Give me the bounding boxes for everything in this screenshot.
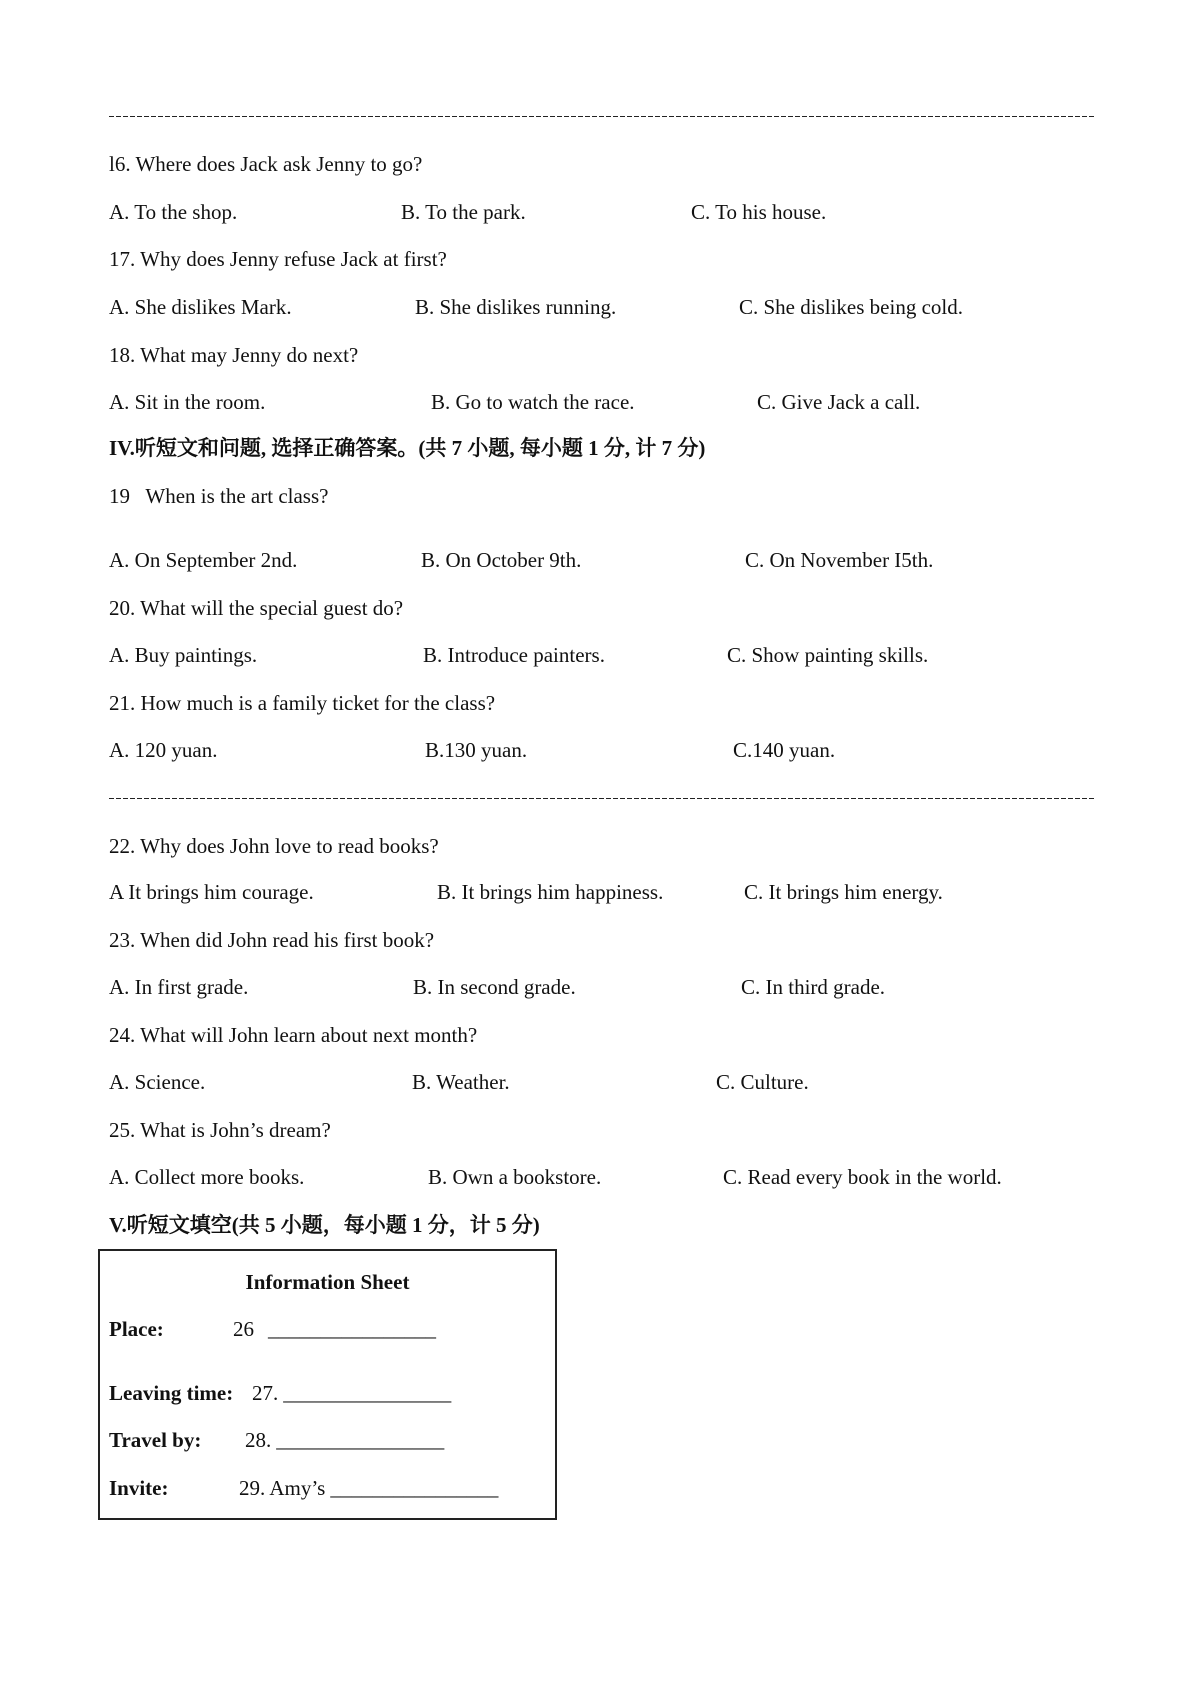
question-18-prompt: 18. What may Jenny do next?: [109, 343, 359, 367]
question-17-options: [0, 295, 1200, 319]
place-value: [233, 1317, 436, 1341]
question-17-option-c: C. She dislikes being cold.: [739, 295, 963, 319]
question-17-prompt: 17. Why does Jenny refuse Jack at first?: [109, 247, 447, 271]
sheet-row-invite: [100, 1476, 555, 1500]
question-22-option-a: A It brings him courage.: [109, 880, 314, 904]
question-19-option-a: A. On September 2nd.: [109, 548, 298, 572]
blank-27: ________________: [283, 1381, 452, 1405]
question-21-option-c: C.140 yuan.: [733, 738, 836, 762]
travel-by-label: Travel by:: [109, 1428, 202, 1452]
question-16-prompt: l6. Where does Jack ask Jenny to go?: [109, 152, 423, 176]
travel-by-value: [245, 1428, 444, 1452]
question-24-option-c: C. Culture.: [716, 1070, 809, 1094]
question-22-option-c: C. It brings him energy.: [744, 880, 943, 904]
question-18-option-c: C. Give Jack a call.: [757, 390, 921, 414]
question-23-option-a: A. In first grade.: [109, 975, 249, 999]
question-20-option-b: B. Introduce painters.: [423, 643, 605, 667]
question-22-options: [0, 880, 1200, 904]
question-21-prompt: 21. How much is a family ticket for the class?: [109, 691, 496, 715]
question-16-option-a: A. To the shop.: [109, 200, 238, 224]
question-19-prompt: 19 When is the art class?: [109, 484, 329, 508]
question-20-options: [0, 643, 1200, 667]
blank-29: ________________: [330, 1476, 499, 1500]
question-23-prompt: 23. When did John read his first book?: [109, 928, 435, 952]
question-25-options: [0, 1165, 1200, 1189]
question-25-option-a: A. Collect more books.: [109, 1165, 305, 1189]
section-iv-heading: IV.听短文和问题, 选择正确答案。(共 7 小题, 每小题 1 分, 计 7 分): [109, 436, 706, 460]
question-20-option-a: A. Buy paintings.: [109, 643, 258, 667]
question-19-option-b: B. On October 9th.: [421, 548, 582, 572]
place-label: Place:: [109, 1317, 164, 1341]
blank-26: ________________: [268, 1317, 436, 1341]
question-18-options: [0, 390, 1200, 414]
blank-number-29: 29. Amy’s: [239, 1476, 326, 1500]
section-v-heading: V.听短文填空(共 5 小题，每小题 1 分，计 5 分): [109, 1213, 540, 1237]
question-25-prompt: 25. What is John’s dream?: [109, 1118, 331, 1142]
question-16-option-c: C. To his house.: [691, 200, 827, 224]
page-divider-top: [109, 116, 1096, 117]
blank-number-27: 27.: [252, 1381, 279, 1405]
question-19-option-c: C. On November I5th.: [745, 548, 934, 572]
information-sheet: [98, 1249, 557, 1520]
question-17-option-b: B. She dislikes running.: [415, 295, 617, 319]
leaving-time-label: Leaving time:: [109, 1381, 234, 1405]
blank-number-28: 28.: [245, 1428, 272, 1452]
question-24-prompt: 24. What will John learn about next month?: [109, 1023, 478, 1047]
question-21-options: [0, 738, 1200, 762]
question-16-options: [0, 200, 1200, 224]
leaving-time-value: [252, 1381, 451, 1405]
invite-value: [239, 1476, 498, 1500]
question-21-option-b: B.130 yuan.: [425, 738, 528, 762]
question-24-option-a: A. Science.: [109, 1070, 206, 1094]
sheet-row-place: [100, 1317, 555, 1341]
question-18-option-a: A. Sit in the room.: [109, 390, 266, 414]
question-22-option-b: B. It brings him happiness.: [437, 880, 664, 904]
question-23-option-b: B. In second grade.: [413, 975, 576, 999]
question-17-option-a: A. She dislikes Mark.: [109, 295, 292, 319]
question-16-option-b: B. To the park.: [401, 200, 526, 224]
page-divider-middle: [109, 798, 1096, 799]
information-sheet-title: Information Sheet: [245, 1270, 410, 1294]
question-23-option-c: C. In third grade.: [741, 975, 886, 999]
question-20-option-c: C. Show painting skills.: [727, 643, 929, 667]
question-24-option-b: B. Weather.: [412, 1070, 510, 1094]
question-25-option-c: C. Read every book in the world.: [723, 1165, 1002, 1189]
question-18-option-b: B. Go to watch the race.: [431, 390, 635, 414]
question-19-options: [0, 548, 1200, 572]
question-20-prompt: 20. What will the special guest do?: [109, 596, 404, 620]
blank-number-26: 26: [233, 1317, 254, 1341]
question-21-option-a: A. 120 yuan.: [109, 738, 218, 762]
question-22-prompt: 22. Why does John love to read books?: [109, 834, 439, 858]
sheet-row-travel-by: [100, 1428, 555, 1452]
blank-28: ________________: [276, 1428, 445, 1452]
invite-label: Invite:: [109, 1476, 169, 1500]
question-25-option-b: B. Own a bookstore.: [428, 1165, 602, 1189]
sheet-row-leaving-time: [100, 1381, 555, 1405]
question-23-options: [0, 975, 1200, 999]
question-24-options: [0, 1070, 1200, 1094]
